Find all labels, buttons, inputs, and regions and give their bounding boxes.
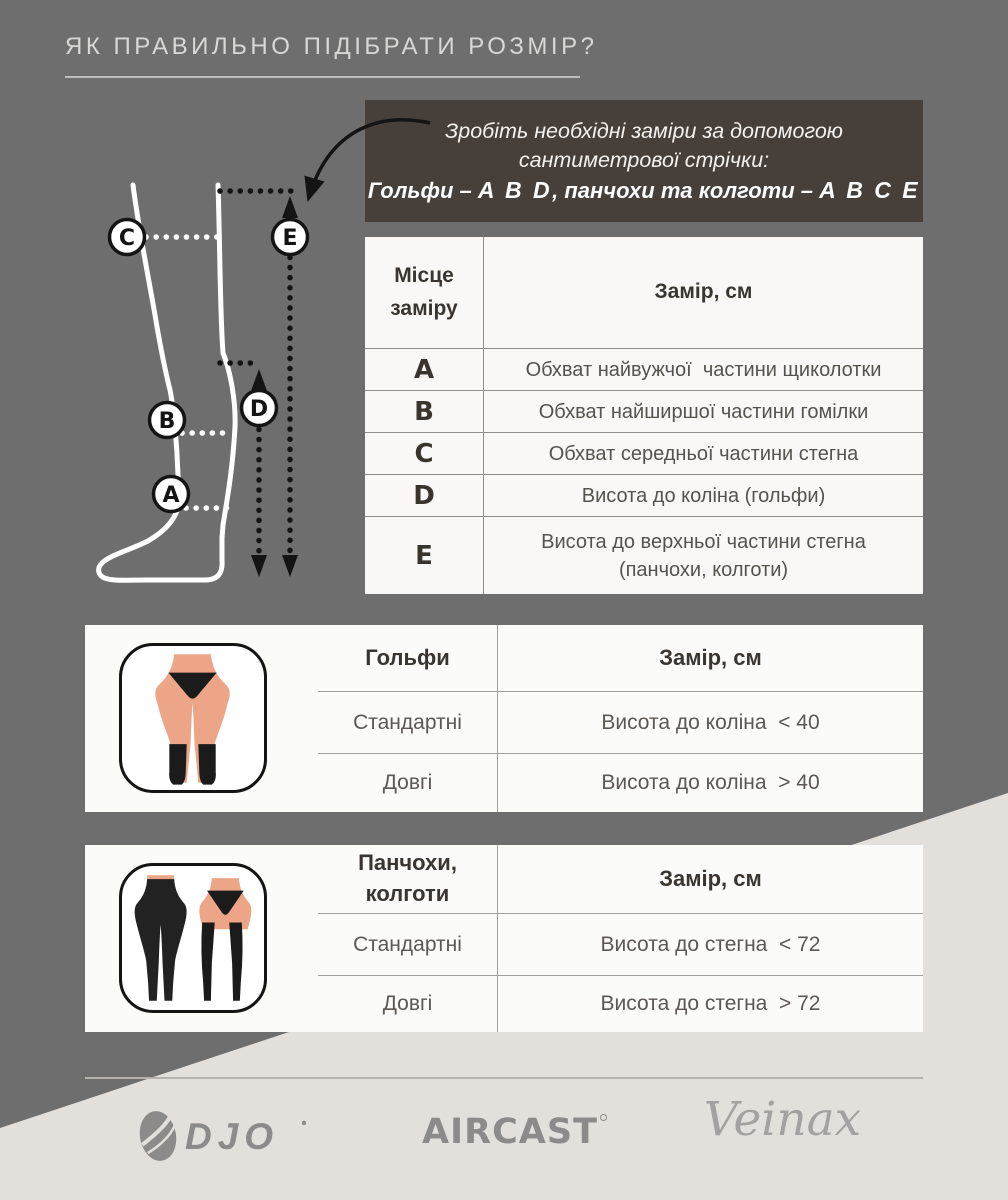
- row-text-line2: (панчохи, колготи): [618, 558, 789, 581]
- aircast-logo: [395, 1112, 625, 1152]
- svg-text:B: B: [158, 409, 176, 434]
- knee-socks-icon: [122, 646, 264, 790]
- point-circle-a: [154, 477, 189, 512]
- svg-text:E: E: [282, 226, 298, 251]
- table-row-c: [365, 433, 923, 475]
- djo-trademark-dot: [302, 1121, 306, 1125]
- svg-text:A: A: [162, 483, 180, 508]
- row-letter: A: [413, 354, 435, 385]
- page-title: ЯК ПРАВИЛЬНО ПІДІБРАТИ РОЗМІР?: [65, 33, 598, 60]
- tights-header-line2: колготи: [365, 881, 450, 906]
- tights-type-long: Довгі: [382, 992, 433, 1015]
- svg-text:C: C: [118, 226, 136, 251]
- point-circle-d: [242, 391, 277, 426]
- row-letter: E: [415, 540, 433, 571]
- tights-illustration-frame: [119, 863, 267, 1013]
- row-letter: B: [414, 396, 434, 427]
- table-row-d: [365, 475, 923, 517]
- col-place-header-line1: Місце: [394, 263, 454, 287]
- tights-measure-standard: Висота до стегна < 72: [600, 932, 821, 956]
- row-text: Обхват найширшої частини гомілки: [538, 400, 869, 423]
- col-place-header-line2: заміру: [390, 296, 458, 320]
- instruction-letters-abce: A B C E: [819, 176, 921, 203]
- tights-panel: [85, 845, 923, 1032]
- measurement-table: [365, 237, 923, 594]
- leg-measurement-diagram: [70, 165, 320, 605]
- col-measure-header: Замір, см: [654, 280, 753, 304]
- row-letter: C: [414, 438, 434, 469]
- tights-type-standard: Стандартні: [353, 932, 462, 956]
- instruction-letters-abd: A B D: [477, 176, 553, 203]
- table-row-b: [365, 391, 923, 433]
- djo-globe-icon: [136, 1108, 181, 1164]
- measure-point-circles: [110, 220, 308, 512]
- golfy-type-standard: Стандартні: [353, 710, 462, 734]
- golfy-measure-column: [497, 625, 923, 812]
- golfy-header: Гольфи: [365, 644, 450, 670]
- tights-stockings-icon: [122, 866, 264, 1010]
- djo-logo-text: DJO: [185, 1116, 280, 1157]
- golfy-category-column: [318, 625, 497, 812]
- table-row-a: [365, 349, 923, 391]
- instruction-line-3-prefix: Гольфи –: [367, 177, 478, 203]
- instruction-line-3-mid: , панчохи та колготи –: [552, 177, 820, 203]
- golfy-panel: [85, 625, 923, 812]
- golfy-measure-long: Висота до коліна > 40: [601, 771, 820, 794]
- row-text-line1: Висота до верхньої частини стегна: [541, 530, 866, 553]
- golfy-measure-header: Замір, см: [659, 644, 762, 670]
- tights-measure-column: [497, 845, 923, 1032]
- tights-measure-header: Замір, см: [659, 865, 762, 891]
- aircast-trademark-mark: [600, 1114, 607, 1121]
- footer-divider: [85, 1077, 923, 1079]
- instruction-line-1: Зробіть необхідні заміри за допомогою: [445, 118, 843, 143]
- golfy-type-long: Довгі: [382, 771, 433, 794]
- tights-measure-long: Висота до стегна > 72: [600, 992, 821, 1015]
- svg-text:D: D: [249, 397, 269, 422]
- veinax-logo-text: Veinax: [703, 1092, 862, 1147]
- point-circle-c: [110, 220, 145, 255]
- veinax-logo: [700, 1092, 865, 1147]
- instruction-line-2: сантиметрової стрічки:: [518, 147, 770, 172]
- row-text: Обхват середньої частини стегна: [548, 442, 859, 465]
- tights-header-line1: Панчохи,: [358, 850, 457, 876]
- point-circle-e: [273, 220, 308, 255]
- djo-logo: [132, 1105, 312, 1172]
- tights-category-column: [318, 845, 497, 1032]
- measurement-table-header: [365, 237, 923, 349]
- knee-socks-illustration-frame: [119, 643, 267, 793]
- row-text: Обхват найвужчої частини щиколотки: [525, 358, 882, 381]
- point-circle-b: [150, 403, 185, 438]
- circumference-dotted-lines: [146, 237, 230, 508]
- row-text: Висота до коліна (гольфи): [581, 484, 826, 507]
- row-letter: D: [413, 480, 435, 511]
- golfy-measure-standard: Висота до коліна < 40: [601, 710, 820, 734]
- aircast-logo-text: AIRCAST: [422, 1112, 598, 1152]
- table-row-e: [365, 517, 923, 594]
- title-underline: [65, 76, 580, 78]
